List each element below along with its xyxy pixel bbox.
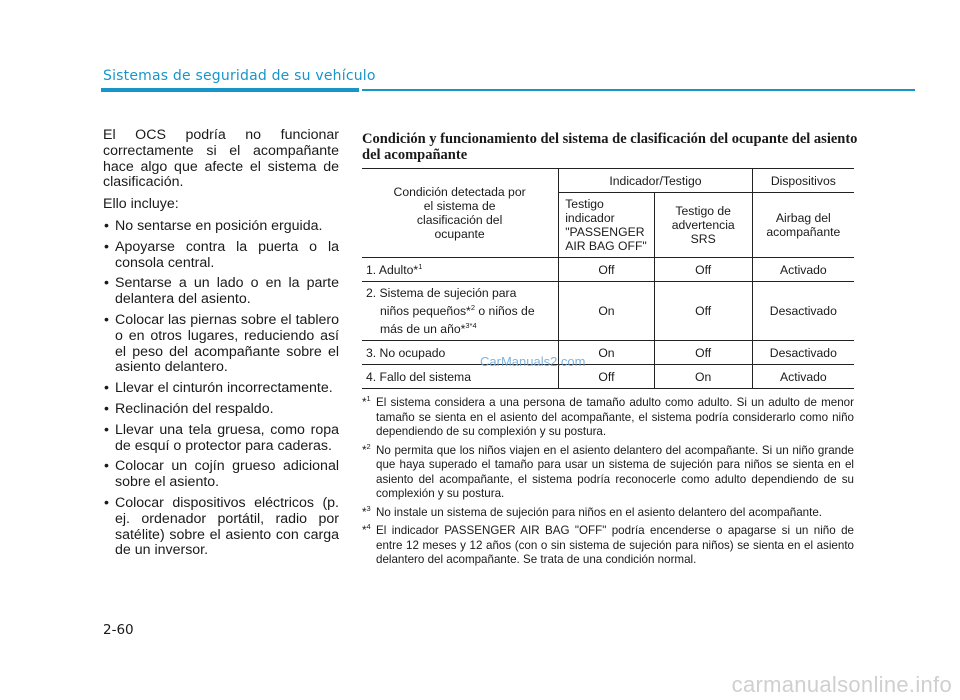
row-indicator: Off	[559, 365, 654, 389]
row-warning: On	[654, 365, 752, 389]
section-title: Sistemas de seguridad de su vehículo	[103, 68, 376, 84]
table-heading: Condición y funcionamiento del sistema de clasificación del ocupante del asiento del acompañante	[362, 131, 858, 163]
table-row	[362, 341, 854, 365]
row-indicator: On	[559, 282, 654, 341]
row-condition: 2. Sistema de sujeción para niños pequeños*$^2$ o niños de más de un año*$^{3*4}$	[362, 282, 559, 341]
table-row	[362, 282, 854, 341]
header-condition: Condición detectada por el sistema de clasificación del ocupante	[362, 169, 559, 258]
list-item: • Llevar el cinturón incorrectamente.	[103, 381, 339, 397]
row-warning: Off	[654, 258, 752, 282]
header-srs-warning: Testigo de advertencia SRS	[654, 193, 752, 258]
table-row	[362, 258, 854, 282]
header-passenger-airbag: Airbag del acompañante	[752, 193, 854, 258]
row-airbag: Desactivado	[752, 341, 854, 365]
watermark-text: CarManuals2.com	[480, 354, 586, 369]
footnotes	[362, 396, 854, 572]
row-condition: 3. No ocupado	[362, 341, 559, 365]
includes-label: Ello incluye:	[103, 196, 179, 213]
header-pab-indicator: Testigo indicador "PASSENGER AIR BAG OFF"	[559, 193, 654, 258]
list-item: • No sentarse en posición erguida.	[103, 219, 339, 235]
row-condition: 4. Fallo del sistema	[362, 365, 559, 389]
footnote: *$^1$ El sistema considera a una persona de tamaño adulto como adulto. Si un adulto de menor tamaño se sienta en el asiento del acompañante, el sistema podría considerarlo como niño dependiendo de su complexión y su postura.	[362, 394, 854, 438]
header-indicator-group: Indicador/Testigo	[559, 169, 752, 193]
footnote: *$^2$ No permita que los niños viajen en el asiento delantero del acompañante. Si un niño grande que haya superado el tamaño para usar un sistema de sujeción para niños se sienta en el asiento del acompañante, el sistema podría reconocerle como adulto dependiendo de su complexión y su postura.	[362, 441, 854, 500]
intro-paragraph: El OCS podría no funcionar correctamente si el acompañante hace algo que afecte el sistema de clasificación.	[103, 127, 339, 191]
row-indicator: On	[559, 341, 654, 365]
page-number: 2-60	[103, 622, 134, 638]
list-item: • Colocar las piernas sobre el tablero o en otros lugares, reduciendo así el peso del acompañante sobre el asiento delantero.	[103, 313, 339, 376]
row-warning: Off	[654, 341, 752, 365]
site-watermark: carmanualsonline.info	[731, 672, 952, 697]
left-column	[103, 128, 339, 564]
ocs-condition-table	[362, 168, 854, 389]
footnote: *$^4$ El indicador PASSENGER AIR BAG "OFF" podría encenderse o apagarse si un niño de entre 12 meses y 12 años (con o sin sistema de sujeción para niños) se sienta en el asiento delantero del acompañante. Se trata de una condición normal.	[362, 522, 854, 566]
footnote: *$^3$ No instale un sistema de sujeción para niños en el asiento delantero del acompañante.	[362, 503, 823, 519]
table-row	[362, 365, 854, 389]
list-item: • Reclinación del respaldo.	[103, 402, 339, 418]
row-airbag: Activado	[752, 365, 854, 389]
header-devices-group: Dispositivos	[752, 169, 854, 193]
list-item: • Sentarse a un lado o en la parte delantera del asiento.	[103, 276, 339, 308]
list-item: • Llevar una tela gruesa, como ropa de esquí o protector para caderas.	[103, 423, 339, 455]
bullet-list	[103, 219, 339, 559]
row-airbag: Activado	[752, 258, 854, 282]
section-rule-thick	[101, 88, 359, 92]
row-indicator: Off	[559, 258, 654, 282]
row-condition: 1. Adulto*$^1$	[362, 258, 559, 282]
row-warning: Off	[654, 282, 752, 341]
list-item: • Colocar dispositivos eléctricos (p. ej. ordenador portátil, radio por satélite) sobre el asiento con carga de un inversor.	[103, 496, 339, 559]
list-item: • Apoyarse contra la puerta o la consola central.	[103, 240, 339, 272]
list-item: • Colocar un cojín grueso adicional sobre el asiento.	[103, 459, 339, 491]
section-rule-thin	[362, 89, 915, 91]
row-airbag: Desactivado	[752, 282, 854, 341]
